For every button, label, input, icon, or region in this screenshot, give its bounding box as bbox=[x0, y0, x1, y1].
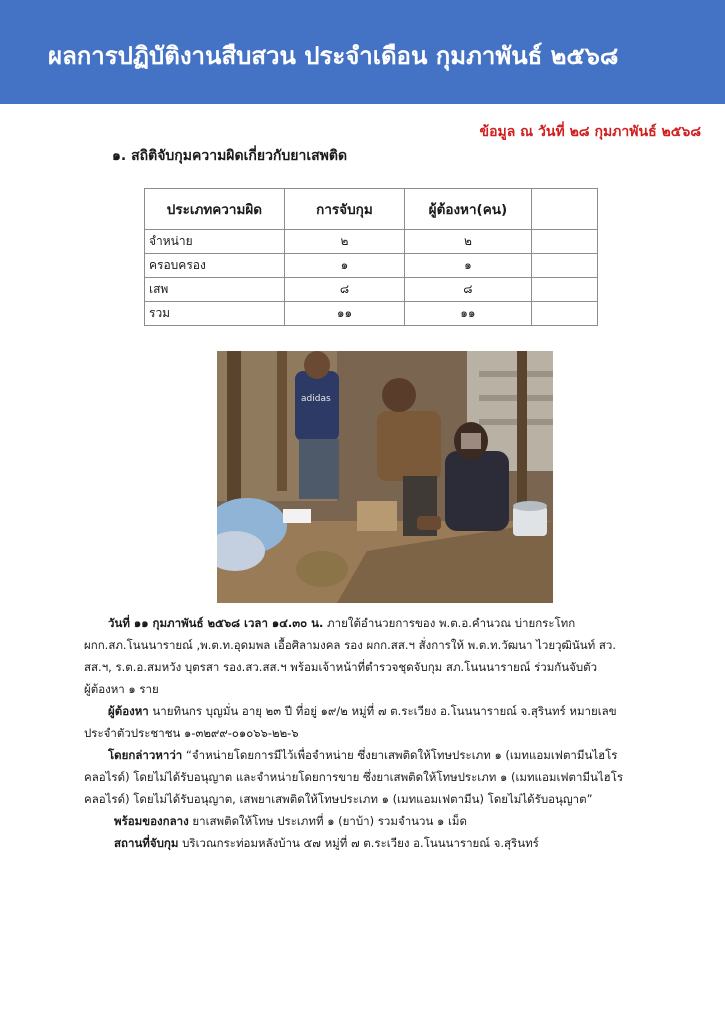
report-date-line4: ผู้ต้องหา ๑ ราย bbox=[84, 682, 159, 696]
data-as-of-date: ข้อมูล ณ วันที่ ๒๘ กุมภาพันธ์ ๒๕๖๘ bbox=[479, 124, 701, 140]
location-paragraph bbox=[84, 832, 656, 854]
arrest-photo bbox=[217, 351, 553, 603]
column-header-arrests: การจับกุม bbox=[284, 189, 404, 230]
report-date-line3: สส.ฯ, ร.ต.อ.สมหวัง บุตรสา รอง.สว.สส.ฯ พร้อมเจ้าหน้าที่ตำรวจชุดจับกุม สภ.โนนนารายณ์ ร่วมกันจับตัว bbox=[84, 660, 598, 674]
suspect-paragraph-line1 bbox=[84, 700, 656, 722]
suspects-cell: ๑๑ bbox=[405, 302, 532, 326]
table-row bbox=[145, 230, 598, 254]
report-body bbox=[84, 612, 656, 854]
shirt-print: adidas bbox=[301, 394, 331, 404]
charge-text: “จำหน่ายโดยการมีไว้เพื่อจำหน่าย ซึ่งยาเสพติดให้โทษประเภท ๑ (เมทแอมเฟตามีนไฮโร bbox=[182, 748, 618, 762]
blank-cell bbox=[531, 302, 597, 326]
page-title: ผลการปฏิบัติงานสืบสวน ประจำเดือน กุมภาพันธ์ ๒๕๖๘ bbox=[48, 42, 619, 70]
offense-type-cell: จำหน่าย bbox=[145, 230, 285, 254]
location-label: สถานที่จับกุม bbox=[114, 836, 179, 850]
arrests-cell: ๘ bbox=[284, 278, 404, 302]
section-heading: ๑. สถิติจับกุมความผิดเกี่ยวกับยาเสพติด bbox=[112, 148, 348, 164]
report-date-line2: ผกก.สภ.โนนนารายณ์ ,พ.ต.ท.อุดมพล เอื้อศิลามงคล รอง ผกก.สส.ฯ สั่งการให้ พ.ต.ท.วัฒนา ไวยวุฒินันท์ สว. bbox=[84, 638, 617, 652]
suspect-line2: ประจำตัวประชาชน ๑-๓๒๙๙-๐๑๐๖๖-๒๒-๖ bbox=[84, 726, 299, 740]
suspect-text: นายทินกร บุญมั่น อายุ ๒๓ ปี ที่อยู่ ๑๙/๒ หมู่ที่ ๗ ต.ระเวียง อ.โนนนารายณ์ จ.สุรินทร์ หมายเลข bbox=[148, 704, 617, 718]
offense-type-cell: เสพ bbox=[145, 278, 285, 302]
table-row bbox=[145, 254, 598, 278]
column-header-blank bbox=[531, 189, 597, 230]
column-header-suspects: ผู้ต้องหา(คน) bbox=[405, 189, 532, 230]
blank-cell bbox=[531, 254, 597, 278]
suspects-cell: ๒ bbox=[405, 230, 532, 254]
report-date-label: วันที่ ๑๑ กุมภาพันธ์ ๒๕๖๘ เวลา ๑๔.๓๐ น. bbox=[108, 616, 324, 630]
column-header-offense-type: ประเภทความผิด bbox=[145, 189, 285, 230]
evidence-label: พร้อมของกลาง bbox=[114, 814, 189, 828]
arrests-cell: ๑๑ bbox=[284, 302, 404, 326]
charge-label: โดยกล่าวหาว่า bbox=[108, 748, 183, 762]
report-date-paragraph-line1 bbox=[84, 612, 656, 634]
table-header-row bbox=[145, 189, 598, 230]
charge-line2: คลอไรด์) โดยไม่ได้รับอนุญาต และจำหน่ายโดยการขาย ซึ่งยาเสพติดให้โทษประเภท ๑ (เมทแอมเฟตามีนไฮโร bbox=[84, 770, 624, 784]
report-date-text: ภายใต้อำนวยการของ พ.ต.อ.คำนวณ บ่ายกระโทก bbox=[323, 616, 576, 630]
offense-type-cell: รวม bbox=[145, 302, 285, 326]
charge-line3: คลอไรด์) โดยไม่ได้รับอนุญาต, เสพยาเสพติดให้โทษประเภท ๑ (เมทแอมเฟตามีน) โดยไม่ได้รับอนุญาต” bbox=[84, 792, 593, 806]
table-row bbox=[145, 278, 598, 302]
blank-cell bbox=[531, 278, 597, 302]
evidence-paragraph bbox=[84, 810, 656, 832]
header-banner bbox=[0, 0, 725, 104]
suspects-cell: ๑ bbox=[405, 254, 532, 278]
suspects-cell: ๘ bbox=[405, 278, 532, 302]
arrests-cell: ๑ bbox=[284, 254, 404, 278]
blank-cell bbox=[531, 230, 597, 254]
evidence-text: ยาเสพติดให้โทษ ประเภทที่ ๑ (ยาบ้า) รวมจำนวน ๑ เม็ด bbox=[188, 814, 467, 828]
suspect-label: ผู้ต้องหา bbox=[108, 704, 149, 718]
arrests-cell: ๒ bbox=[284, 230, 404, 254]
charge-paragraph-line1 bbox=[84, 744, 656, 766]
location-text: บริเวณกระท่อมหลังบ้าน ๕๗ หมู่ที่ ๗ ต.ระเวียง อ.โนนนารายณ์ จ.สุรินทร์ bbox=[178, 836, 539, 850]
offense-type-cell: ครอบครอง bbox=[145, 254, 285, 278]
table-row-total bbox=[145, 302, 598, 326]
drug-arrest-stats-table bbox=[144, 188, 598, 326]
